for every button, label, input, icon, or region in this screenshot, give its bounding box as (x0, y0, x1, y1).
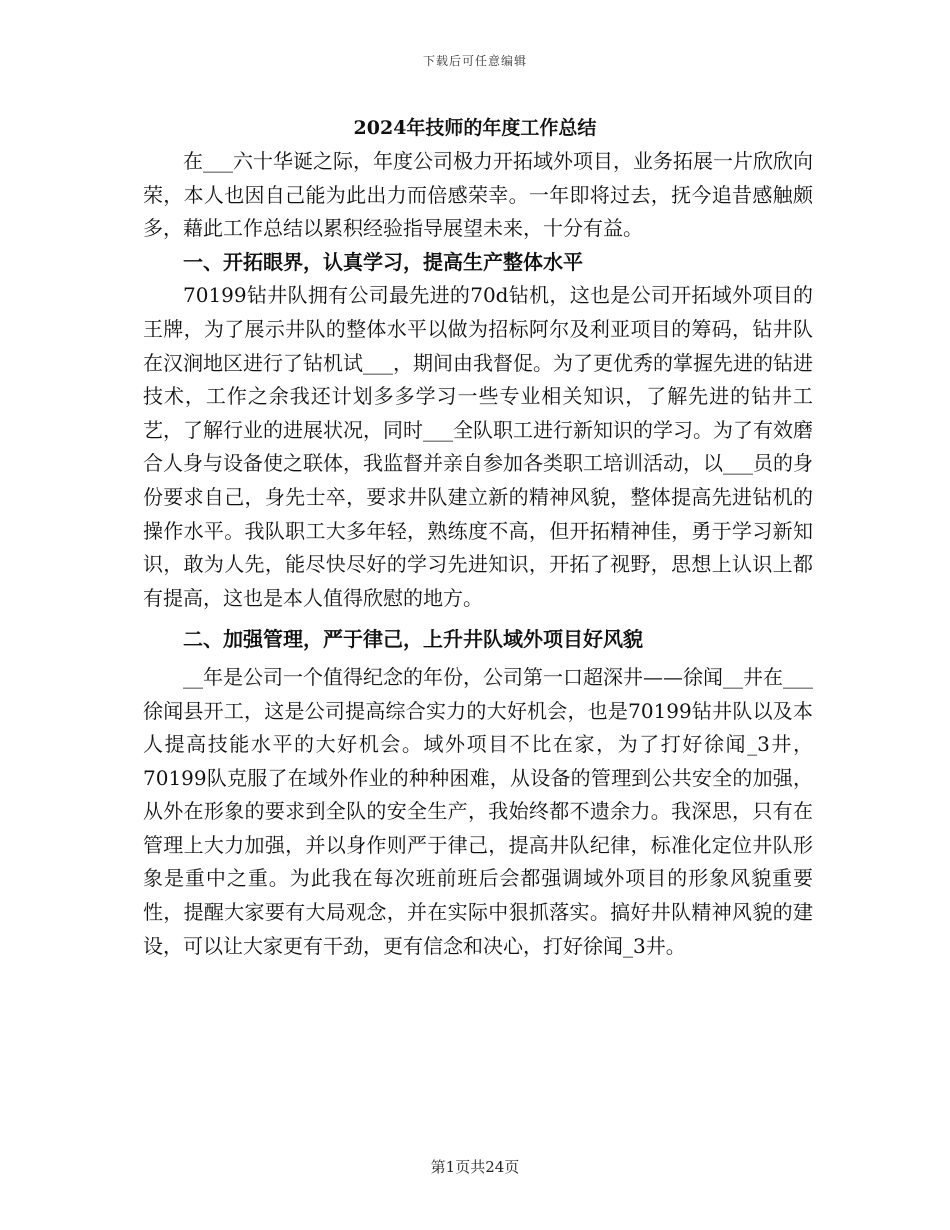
section-2-heading: 二、加强管理，严于律己，上升井队域外项目好风貌 (183, 627, 643, 652)
page-header-note: 下载后可任意编辑 (422, 54, 527, 68)
section-2-body: __年是公司一个值得纪念的年份，公司第一口超深井——徐闻__井在___徐闻县开工，这是公司提高综合实力的大好机会，也是70199钻井队以及本人提高技能水平的大好机会。域外项目不比在家，为了打好徐闻_3井，70199队克服了在域外作业的种种困难，从设备的管理到公共安全的加强，从外在形象的要求到全队的安全生产，我始终都不遗余力。我深思，只有在管理上大力加强，并以身作则严于律己，提高井队纪律，标准化定位井队形象是重中之重。为此我在每次班前班后会都强调域外项目的形象风貌重要性，提醒大家要有大局观念，并在实际中狠抓落实。搞好井队精神风貌的建设，可以让大家更有干劲，更有信念和决心，打好徐闻_3井。 (143, 664, 813, 958)
document-title: 2024年技师的年度工作总结 (353, 117, 597, 139)
document-body (143, 145, 813, 963)
section-1-body: 70199钻井队拥有公司最先进的70d钻机，这也是公司开拓域外项目的王牌，为了展示井队的整体水平以做为招标阿尔及利亚项目的筹码，钻井队在汉涧地区进行了钻机试___，期间由我督促。为了更优秀的掌握先进的钻进技术，工作之余我还计划多多学习一些专业相关知识，了解先进的钻井工艺，了解行业的进展状况，同时___全队职工进行新知识的学习。为了有效磨合人身与设备使之联体，我监督并亲自参加各类职工培训活动，以___员的身份要求自己，身先士卒，要求井队建立新的精神风貌，整体提高先进钻机的操作水平。我队职工大多年轻，熟练度不高，但开拓精神佳，勇于学习新知识，敢为人先，能尽快尽好的学习先进知识，开拓了视野，思想上认识上都有提高，这也是本人值得欣慰的地方。 (143, 283, 813, 610)
intro-paragraph: 在___六十华诞之际，年度公司极力开拓域外项目，业务拓展一片欣欣向荣，本人也因自己能为此出力而倍感荣幸。一年即将过去，抚今追昔感触颇多，藉此工作总结以累积经验指导展望未来，十分有益。 (143, 149, 813, 241)
page-number: 第1页共24页 (430, 1158, 520, 1176)
section-1-heading: 一、开拓眼界，认真学习，提高生产整体水平 (183, 249, 583, 274)
